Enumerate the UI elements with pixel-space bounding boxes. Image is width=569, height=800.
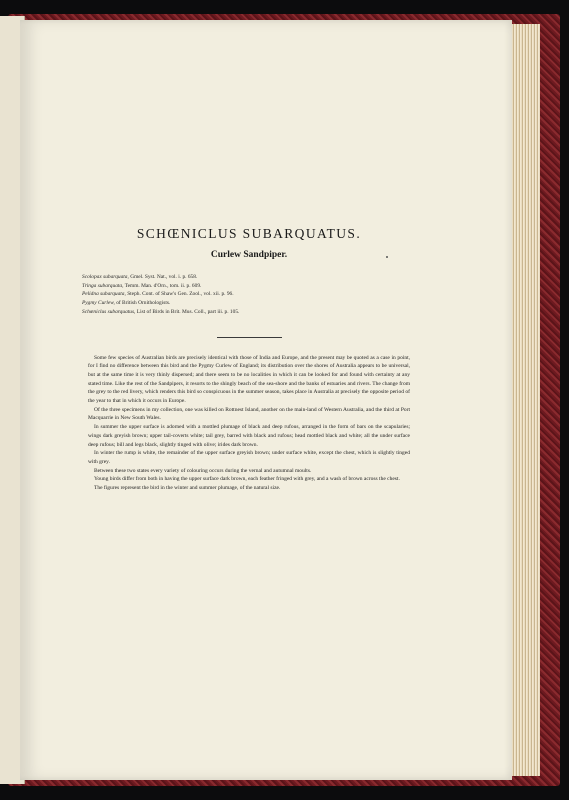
paragraph: In winter the rump is white, the remainder of the upper surface greyish brown; under surface white, except the chest, which is slightly tinged with grey.: [88, 450, 410, 465]
divider-rule: [217, 337, 282, 338]
paragraph: Young birds differ from both in having the upper surface dark brown, each feather fringed with grey, and a wash of brown across the chest.: [94, 476, 400, 483]
paragraph: In summer the upper surface is adorned with a mottled plumage of black and deep rufous, arranged in the form of bars on the scapularies; wings dark greyish brown; upper tail-coverts white; tail grey, barred with black and rufous; head mottled black and white; all the under surface deep rufous; bill and legs black, slightly tinged with olive; irides dark brown.: [88, 424, 410, 448]
synonym-name: Pelidna subarquata,: [82, 291, 126, 298]
body-text: [88, 354, 410, 493]
synonym-line: [82, 299, 410, 308]
paragraph: The figures represent the bird in the winter and summer plumage, of the natural size.: [94, 485, 281, 492]
synonym-ref: List of Birds in Brit. Mus. Coll., part iii. p. 105.: [136, 308, 240, 315]
synonym-line: [82, 273, 410, 282]
synonym-ref: Steph. Cont. of Shaw's Gen. Zool., vol. xii. p. 96.: [127, 291, 234, 298]
synonym-name: Pygmy Curlew,: [82, 300, 115, 307]
synonym-name: Tringa subarquata,: [82, 282, 124, 289]
synonym-line: [82, 290, 410, 299]
synonym-line: [82, 282, 410, 291]
page-subtitle: Curlew Sandpiper.: [210, 250, 288, 260]
synonym-name: Schœniclus subarquatus,: [82, 308, 136, 315]
page-content: [82, 226, 410, 493]
synonym-name: Scolopax subarquata,: [82, 274, 129, 280]
page-title: SCHŒNICLUS SUBARQUATUS.: [136, 226, 362, 241]
paragraph: Of the three specimens in my collection, one was killed on Rottnest Island, another on the main-land of Western Australia, and the third at Port Macquarrie in New South Wales.: [88, 406, 410, 422]
synonym-ref: of British Ornithologists.: [116, 300, 171, 307]
synonym-ref: Gmel. Syst. Nat., vol. i. p. 658.: [130, 274, 198, 280]
synonym-line: [82, 308, 410, 317]
synonymy-list: [82, 273, 410, 317]
paragraph: Some few species of Australian birds are precisely identical with those of India and Europe, and the present may be quoted as a case in point, for I find no difference between this bird and the Pygmy Curlew of England; its distribution over the shores of Australia appears to be universal, but at the same time it is very thinly dispersed; and there seem to be no localities in which it can be looked for and found with certainty at any stated time. Like the rest of the Sandpipers, it resorts to the shingly beach of the sea-shore and the banks of estuaries and rivers. The change from the grey to the red livery, which renders this bird so conspicuous in the summer season, takes place in Australia at precisely the opposite period of the year to that in which it occurs in Europe.: [88, 354, 410, 405]
paragraph: Between these two states every variety of colouring occurs during the vernal and autumnal moults.: [94, 467, 312, 474]
synonym-ref: Temm. Man. d'Orn., tom. ii. p. 609.: [124, 282, 202, 289]
